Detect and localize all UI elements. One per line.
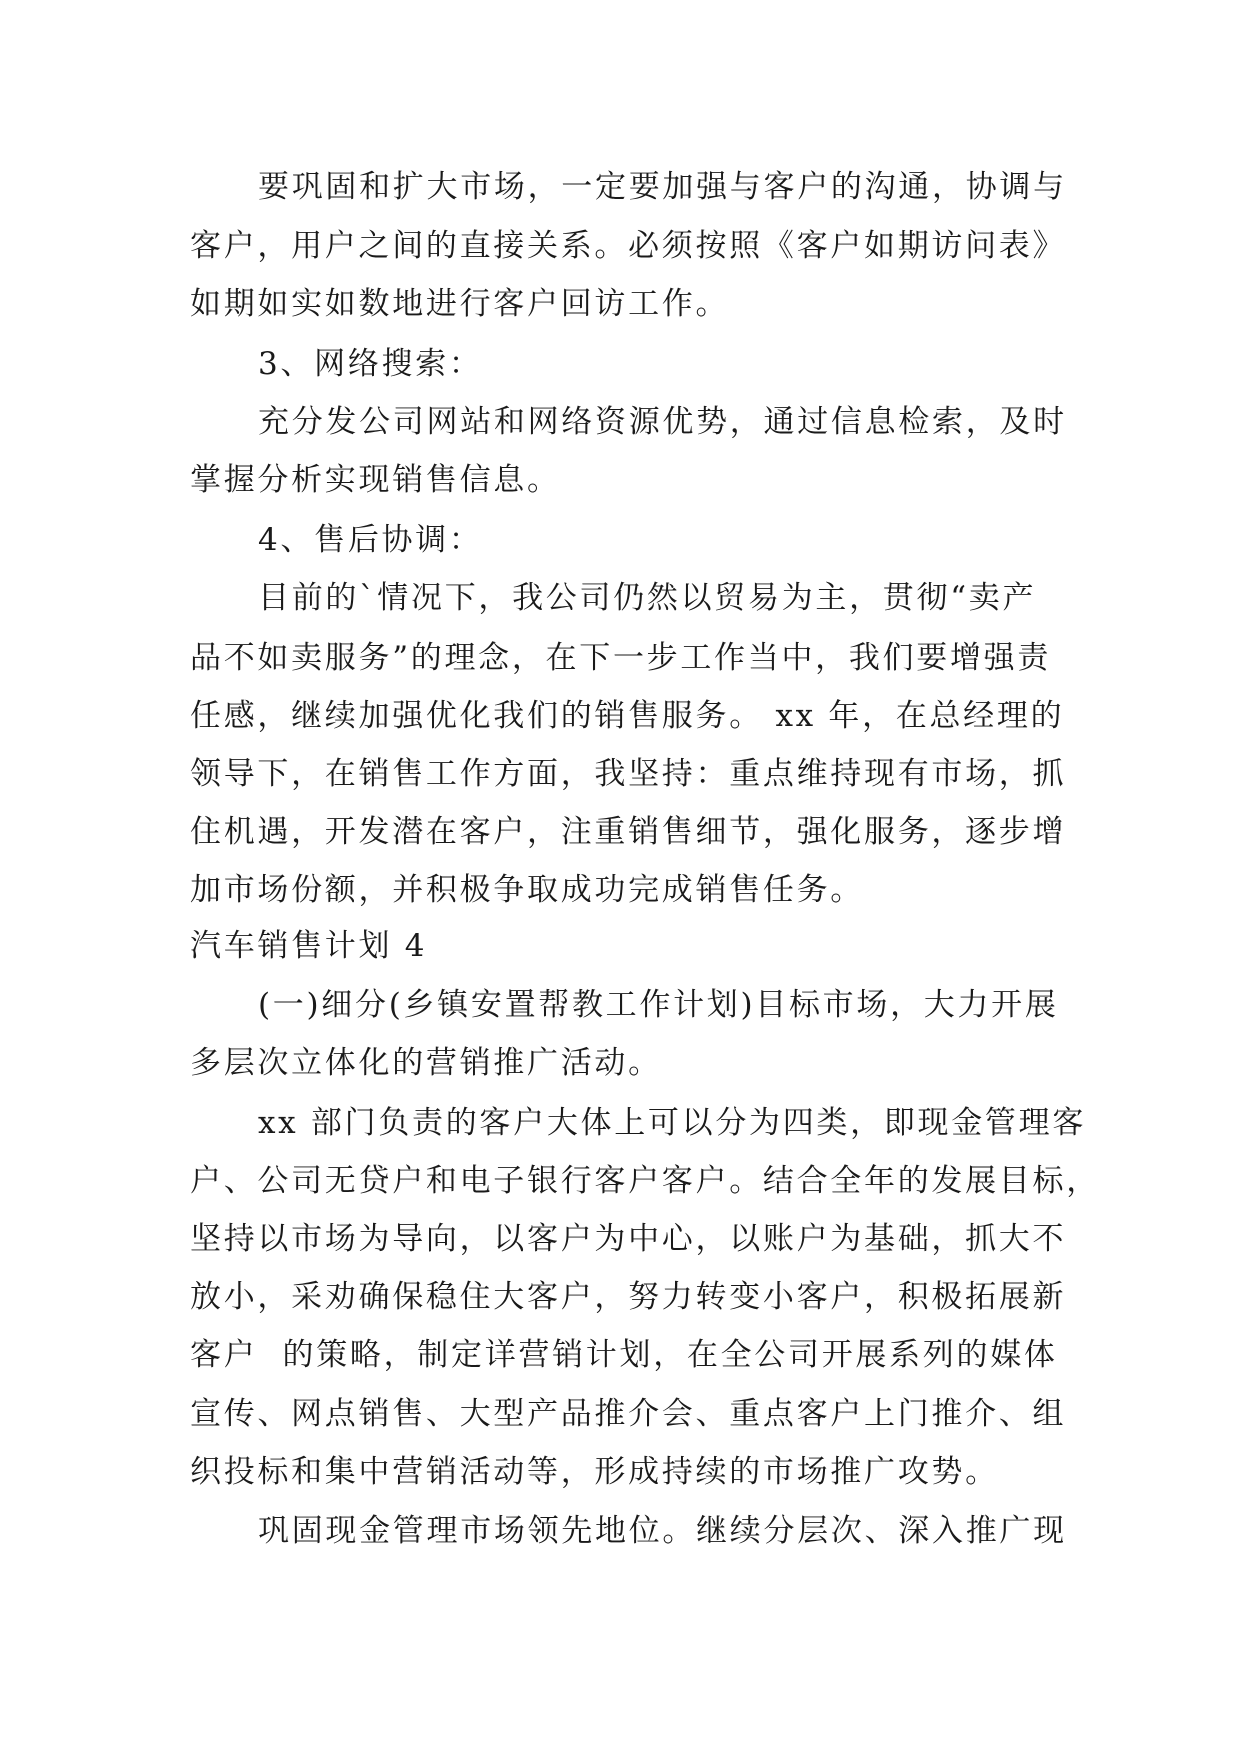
text-line: 多层次立体化的营销推广活动。 — [190, 1045, 662, 1081]
text-line: 宣传、网点销售、大型产品推介会、重点客户上门推介、组 — [190, 1396, 1067, 1432]
text-line: 加市场份额，并积极争取成功完成销售任务。 — [190, 872, 864, 908]
text-line: 4、售后协调： — [258, 522, 483, 558]
text-line: 品不如卖服务”的理念，在下一步工作当中，我们要增强责 — [190, 640, 1052, 676]
text-line: 坚持以市场为导向，以客户为中心，以账户为基础，抓大不 — [190, 1221, 1067, 1257]
text-line: xx 部门负责的客户大体上可以分为四类，即现金管理客 — [258, 1105, 1087, 1141]
text-line: 充分发公司网站和网络资源优势，通过信息检索，及时 — [258, 404, 1067, 440]
text-line: 客户，用户之间的直接关系。必须按照《客户如期访问表》 — [190, 228, 1067, 264]
text-line: 领导下，在销售工作方面，我坚持：重点维持现有市场，抓 — [190, 756, 1067, 792]
text-line: 巩固现金管理市场领先地位。继续分层次、深入推广现 — [258, 1513, 1067, 1549]
text-line: 如期如实如数地进行客户回访工作。 — [190, 286, 730, 322]
text-line: 织投标和集中营销活动等，形成持续的市场推广攻势。 — [190, 1454, 999, 1490]
text-line: 住机遇，开发潜在客户，注重销售细节，强化服务，逐步增 — [190, 814, 1067, 850]
text-line: (一)细分(乡镇安置帮教工作计划)目标市场，大力开展 — [258, 987, 1059, 1023]
text-line: 3、网络搜索： — [258, 346, 483, 382]
text-line: 掌握分析实现销售信息。 — [190, 462, 561, 498]
text-line: 目前的`情况下，我公司仍然以贸易为主，贯彻“卖产 — [258, 580, 1037, 616]
text-line: 客户 的策略，制定详营销计划，在全公司开展系列的媒体 — [190, 1337, 1058, 1373]
text-line: 户、公司无贷户和电子银行客户客户。结合全年的发展目标， — [190, 1163, 1100, 1199]
text-line: 任感，继续加强优化我们的销售服务。 xx 年，在总经理的 — [190, 698, 1065, 734]
text-line: 放小，采劝确保稳住大客户，努力转变小客户，积极拓展新 — [190, 1279, 1067, 1315]
section-heading: 汽车销售计划 4 — [190, 928, 428, 964]
text-line: 要巩固和扩大市场，一定要加强与客户的沟通，协调与 — [258, 169, 1067, 205]
